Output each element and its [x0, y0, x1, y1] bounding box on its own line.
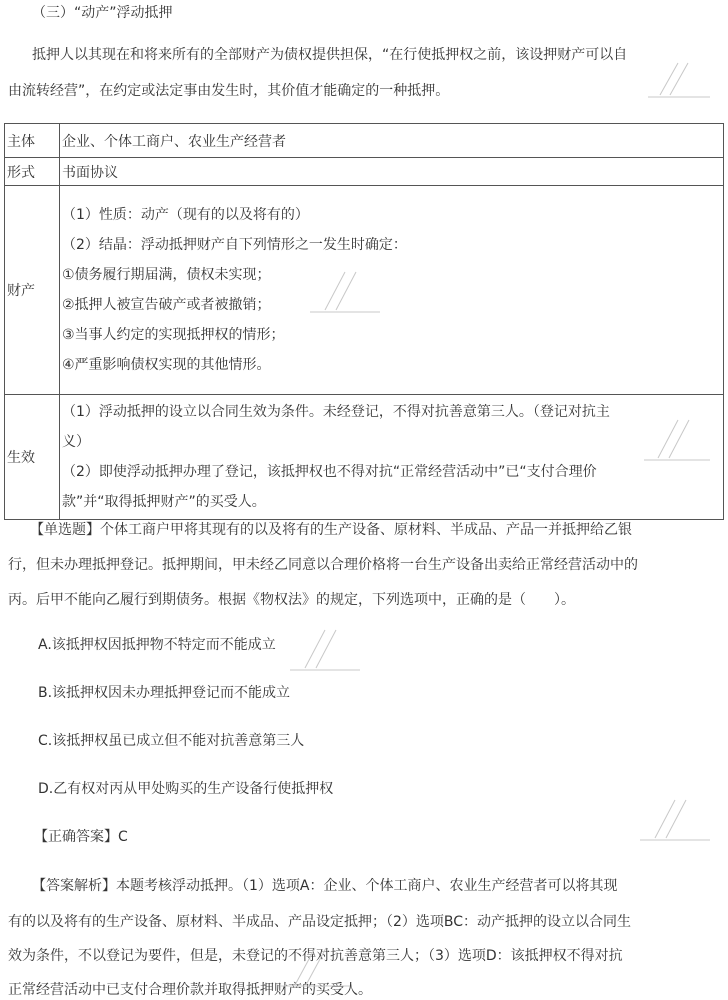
section-heading: （三）“动产”浮动抵押: [32, 5, 173, 21]
effect-head: 生效: [5, 395, 60, 520]
property-line: ①债务履行期届满，债权未实现；: [62, 267, 271, 283]
property-line: ③当事人约定的实现抵押权的情形；: [62, 327, 285, 343]
intro-line-2: 由流转经营”，在约定或法定事由发生时，其价值才能确定的一种抵押。: [8, 83, 450, 99]
row-form: [5, 158, 724, 186]
effect-line: 款”并“取得抵押财产”的买受人。: [62, 494, 266, 510]
effect-line: （2）即使浮动抵押办理了登记，该抵押权也不得对抗“正常经营活动中”已“支付合理价: [62, 464, 597, 480]
subject-head: 主体: [5, 124, 60, 158]
correct-answer: 【正确答案】C: [34, 829, 128, 845]
option-c: C.该抵押权虽已成立但不能对抗善意第三人: [38, 733, 305, 749]
row-subject: [5, 124, 724, 158]
explanation-line-4: 正常经营活动中已支付合理价款并取得抵押财产的买受人。: [8, 982, 372, 998]
watermark-mark: [280, 620, 370, 675]
row-effect: [5, 395, 724, 520]
property-cell: [60, 186, 724, 395]
explanation-line-2: 有的以及将有的生产设备、原材料、半成品、产品设定抵押；（2）选项BC：动产抵押的设立以合同生: [8, 914, 632, 930]
property-line: ②抵押人被宣告破产或者被撤销；: [62, 297, 271, 313]
intro-line-1: 抵押人以其现在和将来所有的全部财产为债权提供担保，“在行使抵押权之前，该设押财产可以自: [32, 47, 628, 63]
effect-cell: [60, 395, 724, 520]
question-line-1: 【单选题】个体工商户甲将其现有的以及将有的生产设备、原材料、半成品、产品一并抵押给乙银: [30, 522, 632, 538]
form-value: 书面协议: [60, 158, 724, 186]
floating-mortgage-table: [4, 123, 724, 520]
row-property: [5, 186, 724, 395]
property-line: （1）性质：动产（现有的以及将有的）: [62, 207, 309, 223]
option-b: B.该抵押权因未办理抵押登记而不能成立: [38, 685, 291, 701]
option-d: D.乙有权对丙从甲处购买的生产设备行使抵押权: [38, 781, 334, 797]
property-head: 财产: [5, 186, 60, 395]
effect-line: （1）浮动抵押的设立以合同生效为条件。未经登记，不得对抗善意第三人。（登记对抗主: [62, 404, 610, 420]
explanation-line-1: 【答案解析】本题考核浮动抵押。（1）选项A：企业、个体工商户、农业生产经营者可以将其现: [32, 878, 618, 894]
property-line: （2）结晶：浮动抵押财产自下列情形之一发生时确定：: [62, 237, 407, 253]
watermark-mark: [630, 790, 720, 845]
form-head: 形式: [5, 158, 60, 186]
question-line-3: 丙。后甲不能向乙履行到期债务。根据《物权法》的规定，下列选项中，正确的是（ ）。: [8, 592, 575, 608]
explanation-line-3: 效为条件，不以登记为要件，但是，未登记的不得对抗善意第三人；（3）选项D：该抵押权不得对抗: [8, 948, 623, 964]
subject-value: 企业、个体工商户、农业生产经营者: [60, 124, 724, 158]
option-a: A.该抵押权因抵押物不特定而不能成立: [38, 637, 276, 653]
question-line-2: 行，但未办理抵押登记。抵押期间，甲未经乙同意以合理价格将一台生产设备出卖给正常经营活动中的: [8, 557, 638, 573]
property-line: ④严重影响债权实现的其他情形。: [62, 357, 271, 373]
effect-line: 义）: [62, 434, 90, 450]
watermark-mark: [640, 55, 720, 100]
